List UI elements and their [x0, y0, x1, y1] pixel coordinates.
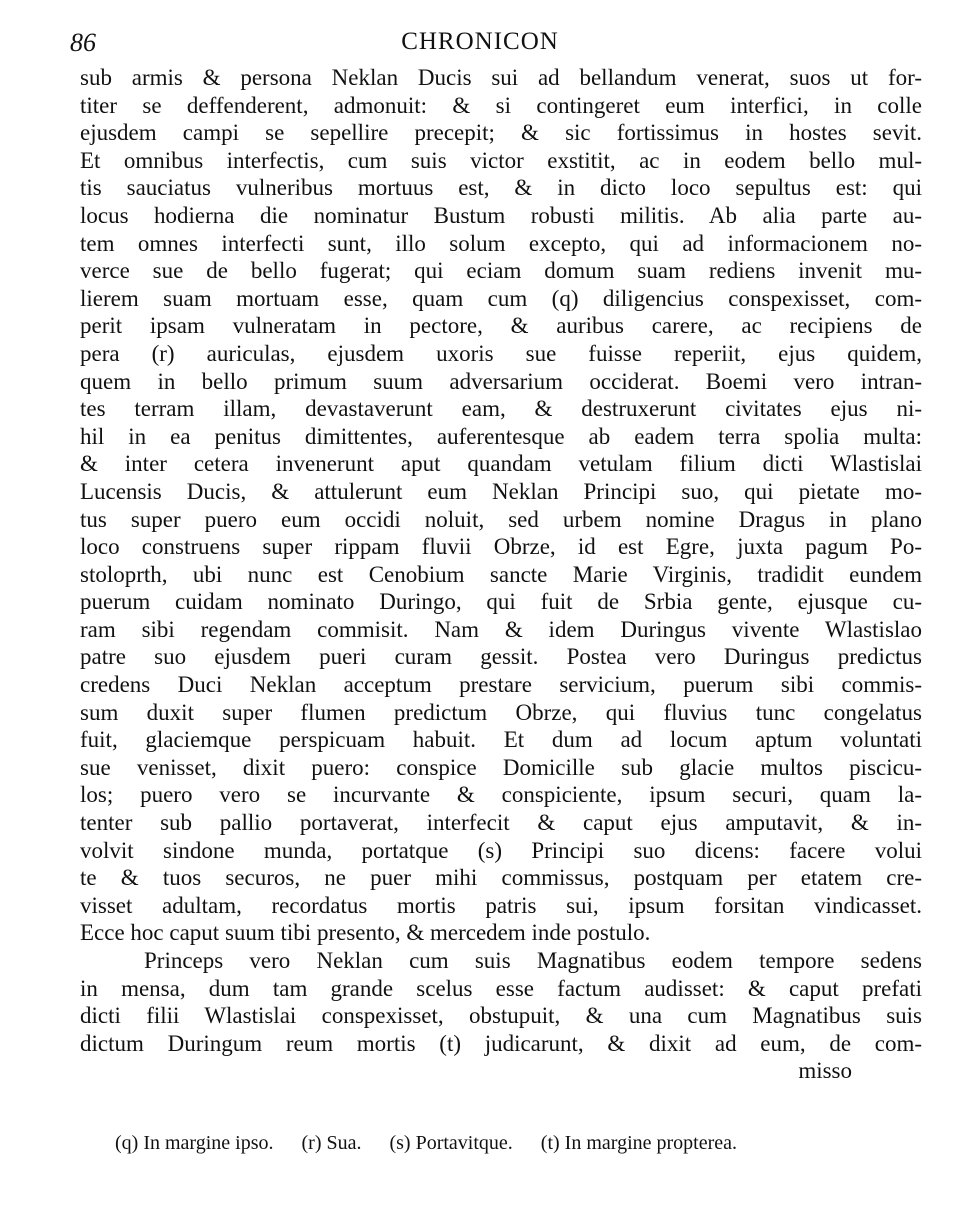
text-line: visset adultam, recordatus mortis patris sui, ipsum forsitan vindicasset. [80, 892, 922, 918]
footnote: (r) Sua. [301, 1132, 362, 1154]
text-line: dicti filii Wlastislai conspexisset, obstupuit, & una cum Magnatibus suis [80, 1003, 922, 1029]
text-line: in mensa, dum tam grande scelus esse factum audisset: & caput prefati [80, 975, 922, 1001]
footnote: (q) In margine ipso. [115, 1132, 274, 1154]
text-line: stoloprth, ubi nunc est Cenobium sancte Marie Virginis, tradidit eundem [80, 561, 922, 587]
footnote: (s) Portavitque. [389, 1132, 513, 1154]
text-line: tenter sub pallio portaverat, interfecit & caput ejus amputavit, & in- [80, 810, 922, 836]
body-text [80, 64, 922, 1085]
text-line: dictum Duringum reum mortis (t) judicarunt, & dixit ad eum, de com- [80, 1030, 922, 1056]
text-line: tus super puero eum occidi noluit, sed urbem nomine Dragus in plano [80, 506, 922, 532]
text-line: tes terram illam, devastaverunt eam, & destruxerunt civitates ejus ni- [80, 396, 922, 422]
text-line: Lucensis Ducis, & attulerunt eum Neklan Principi suo, qui pietate mo- [80, 478, 922, 504]
text-line: perit ipsam vulneratam in pectore, & auribus carere, ac recipiens de [80, 313, 922, 339]
footnote: (t) In margine propterea. [540, 1132, 738, 1154]
text-line: lierem suam mortuam esse, quam cum (q) diligencius conspexisset, com- [80, 285, 922, 311]
text-line: Princeps vero Neklan cum suis Magnatibus eodem tempore sedens [144, 948, 922, 973]
text-line: Et omnibus interfectis, cum suis victor exstitit, ac in eodem bello mul- [80, 147, 922, 173]
text-line: pera (r) auriculas, ejusdem uxoris sue fuisse reperiit, ejus quidem, [80, 340, 922, 366]
text-line: patre suo ejusdem pueri curam gessit. Postea vero Duringus predictus [80, 644, 922, 670]
text-line: puerum cuidam nominato Duringo, qui fuit de Srbia gente, ejusque cu- [80, 589, 922, 615]
text-line: volvit sindone munda, portatque (s) Principi suo dicens: facere volui [80, 837, 922, 863]
text-line: sum duxit super flumen predictum Obrze, qui fluvius tunc congelatus [80, 699, 922, 725]
text-line: & inter cetera invenerunt aput quandam vetulam filium dicti Wlastislai [80, 451, 922, 477]
page-number: 86 [70, 28, 96, 57]
running-head: CHRONICON [401, 28, 559, 55]
catchword: misso [798, 1058, 852, 1084]
text-line: ram sibi regendam commisit. Nam & idem Duringus vivente Wlastislao [80, 616, 922, 642]
text-line: loco construens super rippam fluvii Obrze, id est Egre, juxta pagum Po- [80, 534, 922, 560]
text-line: ejusdem campi se sepellire precepit; & sic fortissimus in hostes sevit. [80, 120, 922, 146]
page-header [0, 22, 960, 66]
text-line: verce sue de bello fugerat; qui eciam domum suam rediens invenit mu- [80, 258, 922, 284]
text-line: titer se deffenderent, admonuit: & si contingeret eum interfici, in colle [80, 92, 922, 118]
text-line: quem in bello primum suum adversarium occiderat. Boemi vero intran- [80, 368, 922, 394]
text-line: hil in ea penitus dimittentes, auferentesque ab eadem terra spolia multa: [80, 423, 922, 449]
text-line: te & tuos securos, ne puer mihi commissus, postquam per etatem cre- [80, 865, 922, 891]
text-line: los; puero vero se incurvante & conspiciente, ipsum securi, quam la- [80, 782, 922, 808]
text-line: credens Duci Neklan acceptum prestare servicium, puerum sibi commis- [80, 672, 922, 698]
text-line: tem omnes interfecti sunt, illo solum excepto, qui ad informacionem no- [80, 230, 922, 256]
text-line: Ecce hoc caput suum tibi presento, & mercedem inde postulo. [80, 920, 651, 946]
text-line: locus hodierna die nominatur Bustum robusti militis. Ab alia parte au- [80, 202, 922, 228]
footnotes [115, 1130, 875, 1156]
text-line: sue venisset, dixit puero: conspice Domicille sub glacie multos piscicu- [80, 754, 922, 780]
text-line: fuit, glaciemque perspicuam habuit. Et dum ad locum aptum voluntati [80, 727, 922, 753]
text-line: sub armis & persona Neklan Ducis sui ad bellandum venerat, suos ut for- [80, 65, 922, 90]
text-line: tis sauciatus vulneribus mortuus est, & in dicto loco sepultus est: qui [80, 175, 922, 201]
